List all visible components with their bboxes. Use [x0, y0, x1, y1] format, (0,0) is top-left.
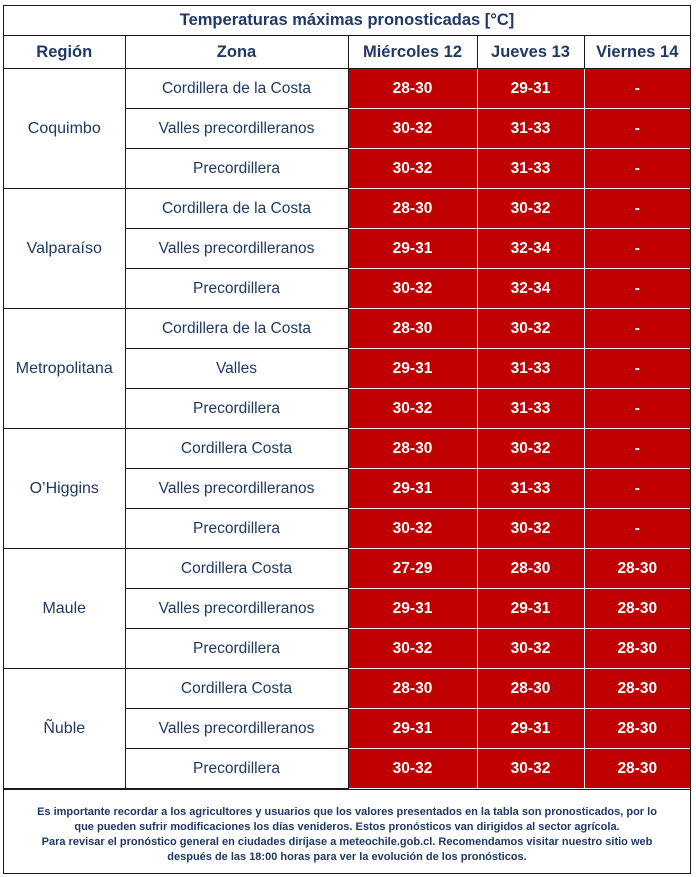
zone-cell: Precordillera	[125, 389, 348, 429]
temperature-cell: 30-32	[348, 269, 477, 309]
temperature-cell: -	[584, 429, 690, 469]
temperature-cell: 30-32	[348, 389, 477, 429]
region-cell: Metropolitana	[4, 309, 125, 429]
temperature-cell: -	[584, 149, 690, 189]
region-cell: Maule	[4, 549, 125, 669]
temperature-cell: 28-30	[584, 589, 690, 629]
temperature-cell: -	[584, 309, 690, 349]
zone-cell: Valles	[125, 349, 348, 389]
zone-cell: Precordillera	[125, 629, 348, 669]
temperature-cell: 28-30	[348, 69, 477, 109]
table-row	[4, 549, 690, 589]
region-cell: O’Higgins	[4, 429, 125, 549]
temperature-cell: 28-30	[584, 629, 690, 669]
temperature-cell: 28-30	[584, 669, 690, 709]
column-header-day-2: Jueves 13	[477, 36, 584, 69]
zone-cell: Precordillera	[125, 749, 348, 789]
table-row	[4, 669, 690, 709]
temperature-cell: 31-33	[477, 389, 584, 429]
zone-cell: Cordillera Costa	[125, 669, 348, 709]
zone-cell: Valles precordilleranos	[125, 709, 348, 749]
temperature-cell: -	[584, 69, 690, 109]
footnote-line: Para revisar el pronóstico general en ciudades diríjase a meteochile.gob.cl. Recomendamos visitar nuestro sitio web	[41, 836, 653, 848]
temperature-cell: 31-33	[477, 469, 584, 509]
zone-cell: Cordillera Costa	[125, 549, 348, 589]
zone-cell: Cordillera de la Costa	[125, 309, 348, 349]
temperature-cell: 30-32	[477, 189, 584, 229]
temperature-cell: 31-33	[477, 149, 584, 189]
temperature-cell: 30-32	[477, 629, 584, 669]
temperature-cell: -	[584, 229, 690, 269]
temperature-cell: 30-32	[477, 309, 584, 349]
column-header-day-1: Miércoles 12	[348, 36, 477, 69]
table-title: Temperaturas máximas pronosticadas [°C]	[4, 6, 690, 36]
temperature-cell: 28-30	[584, 709, 690, 749]
temperature-cell: 30-32	[348, 149, 477, 189]
temperature-cell: 28-30	[477, 669, 584, 709]
temperature-cell: 30-32	[477, 749, 584, 789]
temperature-cell: -	[584, 509, 690, 549]
footnote-line: que pueden sufrir modificaciones los días venideros. Estos pronósticos van dirigidos al sector agrícola.	[74, 821, 620, 833]
temperature-cell: 30-32	[348, 109, 477, 149]
zone-cell: Valles precordilleranos	[125, 229, 348, 269]
temperature-cell: -	[584, 269, 690, 309]
temperature-cell: 28-30	[348, 669, 477, 709]
column-header-zone: Zona	[125, 36, 348, 69]
temperature-cell: 28-30	[348, 189, 477, 229]
temperature-cell: 29-31	[348, 589, 477, 629]
zone-cell: Precordillera	[125, 269, 348, 309]
temperature-cell: 30-32	[348, 509, 477, 549]
temperature-cell: 28-30	[348, 429, 477, 469]
temperature-cell: 29-31	[348, 229, 477, 269]
zone-cell: Precordillera	[125, 509, 348, 549]
table-row	[4, 309, 690, 349]
zone-cell: Valles precordilleranos	[125, 109, 348, 149]
temperature-cell: 28-30	[477, 549, 584, 589]
forecast-panel	[3, 5, 691, 874]
temperature-cell: -	[584, 389, 690, 429]
temperature-cell: 28-30	[348, 309, 477, 349]
zone-cell: Valles precordilleranos	[125, 469, 348, 509]
temperature-cell: 29-31	[348, 709, 477, 749]
column-header-day-3: Viernes 14	[584, 36, 690, 69]
zone-cell: Cordillera Costa	[125, 429, 348, 469]
temperature-cell: 28-30	[584, 549, 690, 589]
zone-cell: Valles precordilleranos	[125, 589, 348, 629]
temperature-cell: 29-31	[348, 349, 477, 389]
temperature-cell: 30-32	[477, 429, 584, 469]
temperature-cell: 31-33	[477, 109, 584, 149]
temperature-cell: 30-32	[348, 629, 477, 669]
region-cell: Coquimbo	[4, 69, 125, 189]
zone-cell: Precordillera	[125, 149, 348, 189]
temperature-cell: 30-32	[348, 749, 477, 789]
forecast-table	[4, 6, 690, 789]
temperature-cell: 30-32	[477, 509, 584, 549]
footnote-line: Es importante recordar a los agricultores y usuarios que los valores presentados en la tabla son pronosticados, por lo	[37, 806, 657, 818]
temperature-cell: 31-33	[477, 349, 584, 389]
temperature-cell: 29-31	[477, 709, 584, 749]
temperature-cell: 29-31	[348, 469, 477, 509]
table-row	[4, 429, 690, 469]
temperature-cell: -	[584, 109, 690, 149]
temperature-cell: 32-34	[477, 229, 584, 269]
region-cell: Valparaíso	[4, 189, 125, 309]
temperature-cell: 29-31	[477, 69, 584, 109]
temperature-cell: 32-34	[477, 269, 584, 309]
temperature-cell: 27-29	[348, 549, 477, 589]
footnote-line: después de las 18:00 horas para ver la evolución de los pronósticos.	[167, 851, 527, 863]
table-row	[4, 69, 690, 109]
temperature-cell: 28-30	[584, 749, 690, 789]
temperature-cell: -	[584, 469, 690, 509]
region-cell: Ñuble	[4, 669, 125, 789]
zone-cell: Cordillera de la Costa	[125, 189, 348, 229]
temperature-cell: 29-31	[477, 589, 584, 629]
table-row	[4, 189, 690, 229]
column-header-region: Región	[4, 36, 125, 69]
temperature-cell: -	[584, 349, 690, 389]
footnote	[4, 790, 690, 865]
zone-cell: Cordillera de la Costa	[125, 69, 348, 109]
temperature-cell: -	[584, 189, 690, 229]
